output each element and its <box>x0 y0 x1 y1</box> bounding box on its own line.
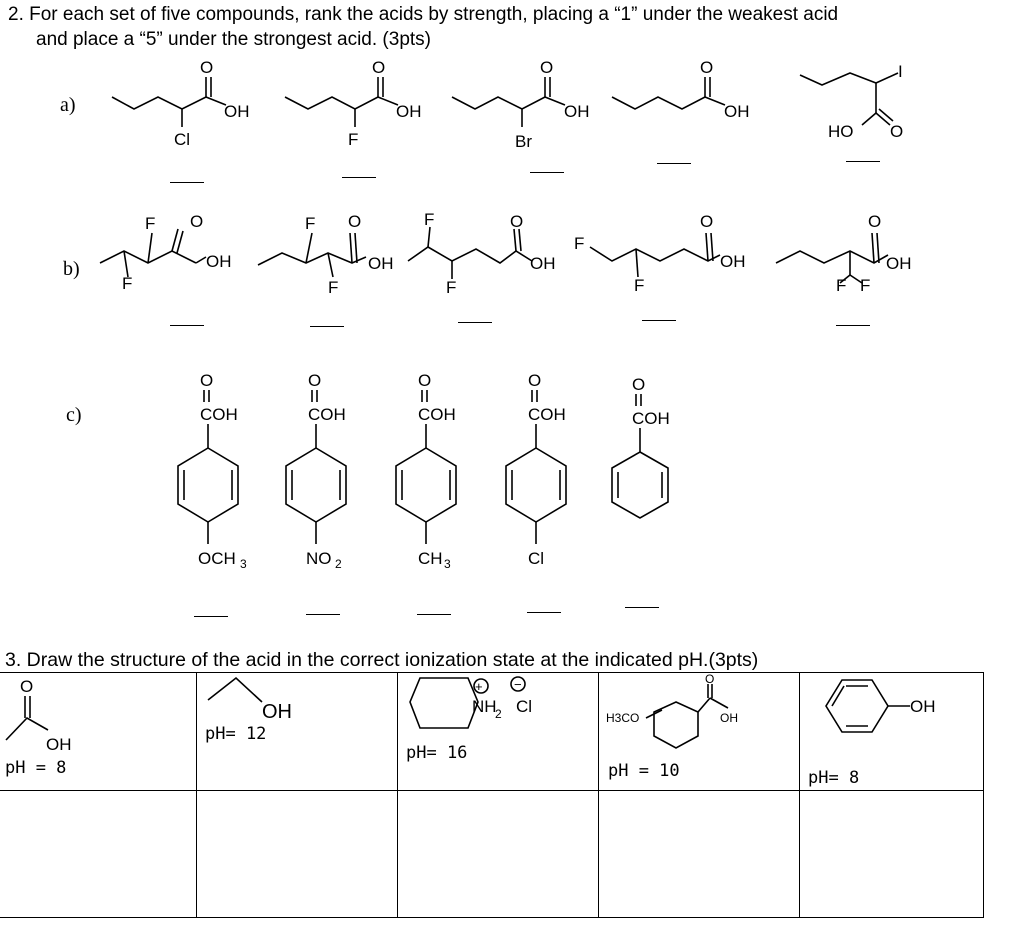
svg-text:H3CO: H3CO <box>606 711 640 725</box>
answer-blank-b5[interactable] <box>836 325 870 326</box>
svg-text:F: F <box>305 214 316 233</box>
q3-ph-4: pH = 10 <box>608 761 680 781</box>
compound-b4 <box>574 212 746 295</box>
svg-text:NH: NH <box>472 697 497 716</box>
answer-blank-a1[interactable] <box>170 182 204 183</box>
svg-text:F: F <box>424 210 435 229</box>
q3-compound-1 <box>6 677 72 754</box>
svg-text:OH: OH <box>910 697 936 716</box>
svg-text:OCH: OCH <box>198 549 236 568</box>
a1-o: O <box>200 58 214 77</box>
q3-ph-5: pH= 8 <box>808 768 860 788</box>
q3-answer-cell-4[interactable] <box>599 791 800 918</box>
q3-answer-cell-2[interactable] <box>197 791 398 918</box>
answer-blank-a4[interactable] <box>657 163 691 164</box>
svg-text:O: O <box>308 371 322 390</box>
row-a-structures <box>0 55 1024 155</box>
svg-text:OH: OH <box>886 254 912 273</box>
answer-blank-b2[interactable] <box>310 326 344 327</box>
compound-b5 <box>776 212 912 295</box>
question-3-title: 3. Draw the structure of the acid in the correct ionization state at the indicated pH.(3pts) <box>5 649 759 671</box>
svg-text:O: O <box>705 672 715 686</box>
row-b-structures <box>0 205 1024 305</box>
question-2-line-2: and place a “5” under the strongest acid. (3pts) <box>36 29 432 50</box>
compound-c5 <box>612 375 670 518</box>
a2-o: O <box>372 58 386 77</box>
svg-text:−: − <box>514 677 522 692</box>
answer-blank-c3[interactable] <box>417 614 451 615</box>
svg-text:O: O <box>418 371 432 390</box>
q3-answer-cell-1[interactable] <box>0 791 197 918</box>
compound-a2 <box>285 58 422 149</box>
compound-b1 <box>100 212 232 293</box>
svg-text:OH: OH <box>720 711 738 725</box>
compound-c2 <box>286 371 346 571</box>
answer-blank-a3[interactable] <box>530 172 564 173</box>
answer-blank-c1[interactable] <box>194 616 228 617</box>
q3-compound-4 <box>606 672 738 748</box>
q3-answer-cell-3[interactable] <box>398 791 599 918</box>
answer-blank-c5[interactable] <box>625 607 659 608</box>
a3-o: O <box>540 58 554 77</box>
answer-blank-b3[interactable] <box>458 322 492 323</box>
q3-structures <box>0 672 1024 792</box>
svg-text:O: O <box>190 212 204 231</box>
a5-o: O <box>890 122 904 141</box>
svg-text:COH: COH <box>308 405 346 424</box>
a1-cl: Cl <box>174 130 191 149</box>
compound-c3 <box>396 371 456 571</box>
svg-text:O: O <box>200 371 214 390</box>
svg-text:F: F <box>860 276 871 295</box>
a4-o: O <box>700 58 714 77</box>
q3-answer-cell-5[interactable] <box>800 791 984 918</box>
svg-text:OH: OH <box>530 254 556 273</box>
svg-text:Cl: Cl <box>516 697 533 716</box>
svg-text:F: F <box>634 276 645 295</box>
answer-blank-a5[interactable] <box>846 161 880 162</box>
svg-text:+: + <box>475 679 483 694</box>
svg-text:OH: OH <box>262 701 292 723</box>
answer-blank-c2[interactable] <box>306 614 340 615</box>
svg-text:O: O <box>528 371 542 390</box>
svg-text:O: O <box>700 212 714 231</box>
svg-text:O: O <box>868 212 882 231</box>
svg-text:O: O <box>632 375 646 394</box>
svg-text:COH: COH <box>528 405 566 424</box>
q3-ph-3: pH= 16 <box>406 743 468 763</box>
compound-c4 <box>506 371 566 568</box>
a4-oh: OH <box>724 102 750 121</box>
answer-blank-b1[interactable] <box>170 325 204 326</box>
svg-text:OH: OH <box>720 252 746 271</box>
svg-text:F: F <box>836 276 847 295</box>
a2-oh: OH <box>396 102 422 121</box>
svg-text:Cl: Cl <box>528 549 545 568</box>
svg-text:O: O <box>348 212 362 231</box>
compound-b3 <box>408 210 556 297</box>
svg-text:3: 3 <box>240 557 247 571</box>
svg-text:F: F <box>574 234 585 253</box>
svg-text:F: F <box>145 214 156 233</box>
row-label-b: b) <box>63 258 80 280</box>
a5-ho: HO <box>828 122 854 141</box>
q3-ph-1: pH = 8 <box>5 758 67 778</box>
compound-a3 <box>452 58 590 151</box>
svg-text:3: 3 <box>444 557 451 571</box>
svg-text:O: O <box>20 677 34 696</box>
compound-a4 <box>612 58 750 121</box>
a3-br: Br <box>515 132 532 151</box>
row-label-c: c) <box>66 404 82 426</box>
a1-oh: OH <box>224 102 250 121</box>
a5-i: I <box>898 62 903 81</box>
svg-text:COH: COH <box>418 405 456 424</box>
svg-text:F: F <box>122 274 133 293</box>
a2-f: F <box>348 130 359 149</box>
svg-text:NO: NO <box>306 549 332 568</box>
compound-a5 <box>800 62 903 141</box>
svg-text:COH: COH <box>632 409 670 428</box>
answer-blank-c4[interactable] <box>527 612 561 613</box>
compound-a1 <box>112 58 250 149</box>
compound-c1 <box>178 371 247 571</box>
q3-ph-2: pH= 12 <box>205 724 267 744</box>
svg-text:OH: OH <box>206 252 232 271</box>
row-label-a: a) <box>60 94 76 116</box>
svg-text:2: 2 <box>495 707 502 721</box>
q3-compound-3 <box>410 677 532 728</box>
answer-blank-b4[interactable] <box>642 320 676 321</box>
svg-text:OH: OH <box>46 735 72 754</box>
svg-text:F: F <box>328 278 339 297</box>
svg-text:OH: OH <box>368 254 394 273</box>
svg-text:COH: COH <box>200 405 238 424</box>
svg-text:O: O <box>510 212 524 231</box>
svg-text:2: 2 <box>335 557 342 571</box>
q3-compound-5 <box>826 680 936 732</box>
svg-text:F: F <box>446 278 457 297</box>
svg-text:CH: CH <box>418 549 443 568</box>
question-2-line-1: 2. For each set of five compounds, rank the acids by strength, placing a “1” under the weakest acid <box>8 4 839 25</box>
row-c-structures <box>0 368 1024 578</box>
compound-b2 <box>258 212 394 297</box>
a3-oh: OH <box>564 102 590 121</box>
q3-compound-2 <box>208 678 292 723</box>
answer-blank-a2[interactable] <box>342 177 376 178</box>
